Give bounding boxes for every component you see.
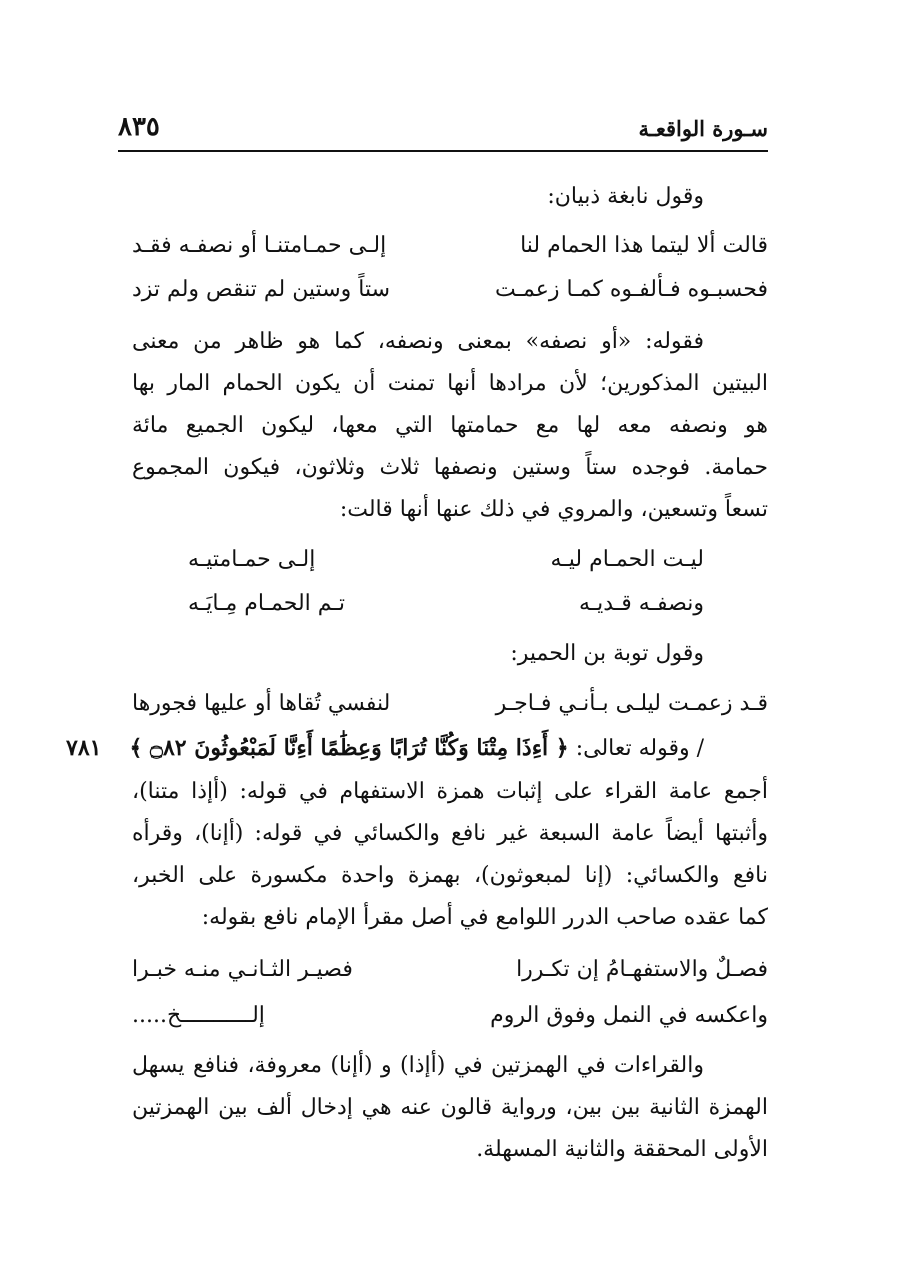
- poem1-line2-left: ستاً وستين لم تنقص ولم تزد: [132, 277, 391, 302]
- poem2-line2-right: ونصفـه قـديـه: [578, 591, 704, 616]
- page-number: ٨٣٥: [118, 112, 160, 142]
- para3-line3: الأولى المحققة والثانية المسهلة.: [476, 1137, 768, 1162]
- para1-line4: حمامة. فوجده ستاً وستين ونصفها ثلاث وثلاثون، فيكون المجموع: [132, 455, 768, 480]
- poem2-line1-left: إلـى حمـامتيـه: [188, 547, 316, 572]
- para1-line5: تسعاً وتسعين، والمروي في ذلك عنها أنها قالت:: [339, 497, 768, 522]
- para2-line1: أجمع عامة القراء على إثبات همزة الاستفهام في قوله: (أإذا متنا)،: [132, 779, 768, 804]
- para1-line1: فقوله: «أو نصفه» بمعنى ونصفه، كما هو ظاهر من معنى: [132, 329, 704, 354]
- poem3-line1-right: قـد زعمـت ليلـى بـأنـي فـاجـر: [495, 691, 768, 716]
- surah-title: سـورة الواقعـة: [638, 116, 768, 141]
- intro-nabigha: وقول نابغة ذبيان:: [547, 184, 704, 209]
- poem2-line2-left: تـم الحمـام مِـايَـه: [188, 591, 345, 616]
- margin-reference-number: ٧٨١: [66, 735, 102, 761]
- poem1-line1-right: قالت ألا ليتما هذا الحمام لنا: [520, 233, 768, 258]
- quran-intro: / وقوله تعالى:: [575, 736, 704, 761]
- para2-line2: وأثبتها أيضاً عامة السبعة غير نافع والكسائي في قوله: (أإنا)، وقرأه: [132, 821, 768, 846]
- quran-verse: ﴿ أَءِذَا مِتْنَا وَكُنَّا تُرَابًا وَعِظَٰمًا أَءِنَّا لَمَبْعُوثُونَ ۝٨٢ ﴾: [129, 735, 569, 761]
- poem4-line2-right: واعكسه في النمل وفوق الروم: [490, 1003, 768, 1028]
- para1-line3: هو ونصفه معه لها مع حمامتها التي معها، ليكون الجميع مائة: [132, 413, 768, 438]
- poem1-line1-left: إلـى حمـامتنـا أو نصفـه فقـد: [132, 233, 387, 258]
- para3-line2: الهمزة الثانية بين بين، ورواية قالون عنه هي إدخال ألف بين الهمزتين: [132, 1095, 768, 1120]
- para3-line1: والقراءات في الهمزتين في (أإذا) و (أإنا) معروفة، فنافع يسهل: [132, 1053, 704, 1078]
- quran-line: [129, 728, 768, 768]
- poem4-line1-left: فصيـر الثـانـي منـه خبـرا: [132, 957, 353, 982]
- para2-line4: كما عقده صاحب الدرر اللوامع في أصل مقرأ الإمام نافع بقوله:: [201, 905, 768, 930]
- poem3-line1-left: لنفسي تُقاها أو عليها فجورها: [132, 691, 391, 716]
- poem2-line1-right: ليـت الحمـام ليـه: [550, 547, 704, 572]
- para2-line3: نافع والكسائي: (إنا لمبعوثون)، بهمزة واحدة مكسورة على الخبر،: [132, 863, 768, 888]
- poem4-line2-left: إلـــــــــــخ.....: [132, 1003, 265, 1028]
- para1-line2: البيتين المذكورين؛ لأن مرادها أنها تمنت أن يكون الحمام المار بها: [132, 371, 768, 396]
- poem1-line2-right: فحسبـوه فـألفـوه كمـا زعمـت: [495, 277, 768, 302]
- page-header: [118, 112, 768, 152]
- intro-tawba: وقول توبة بن الحمير:: [510, 641, 704, 666]
- poem4-line1-right: فصـلٌ والاستفهـامُ إن تكـررا: [516, 957, 768, 982]
